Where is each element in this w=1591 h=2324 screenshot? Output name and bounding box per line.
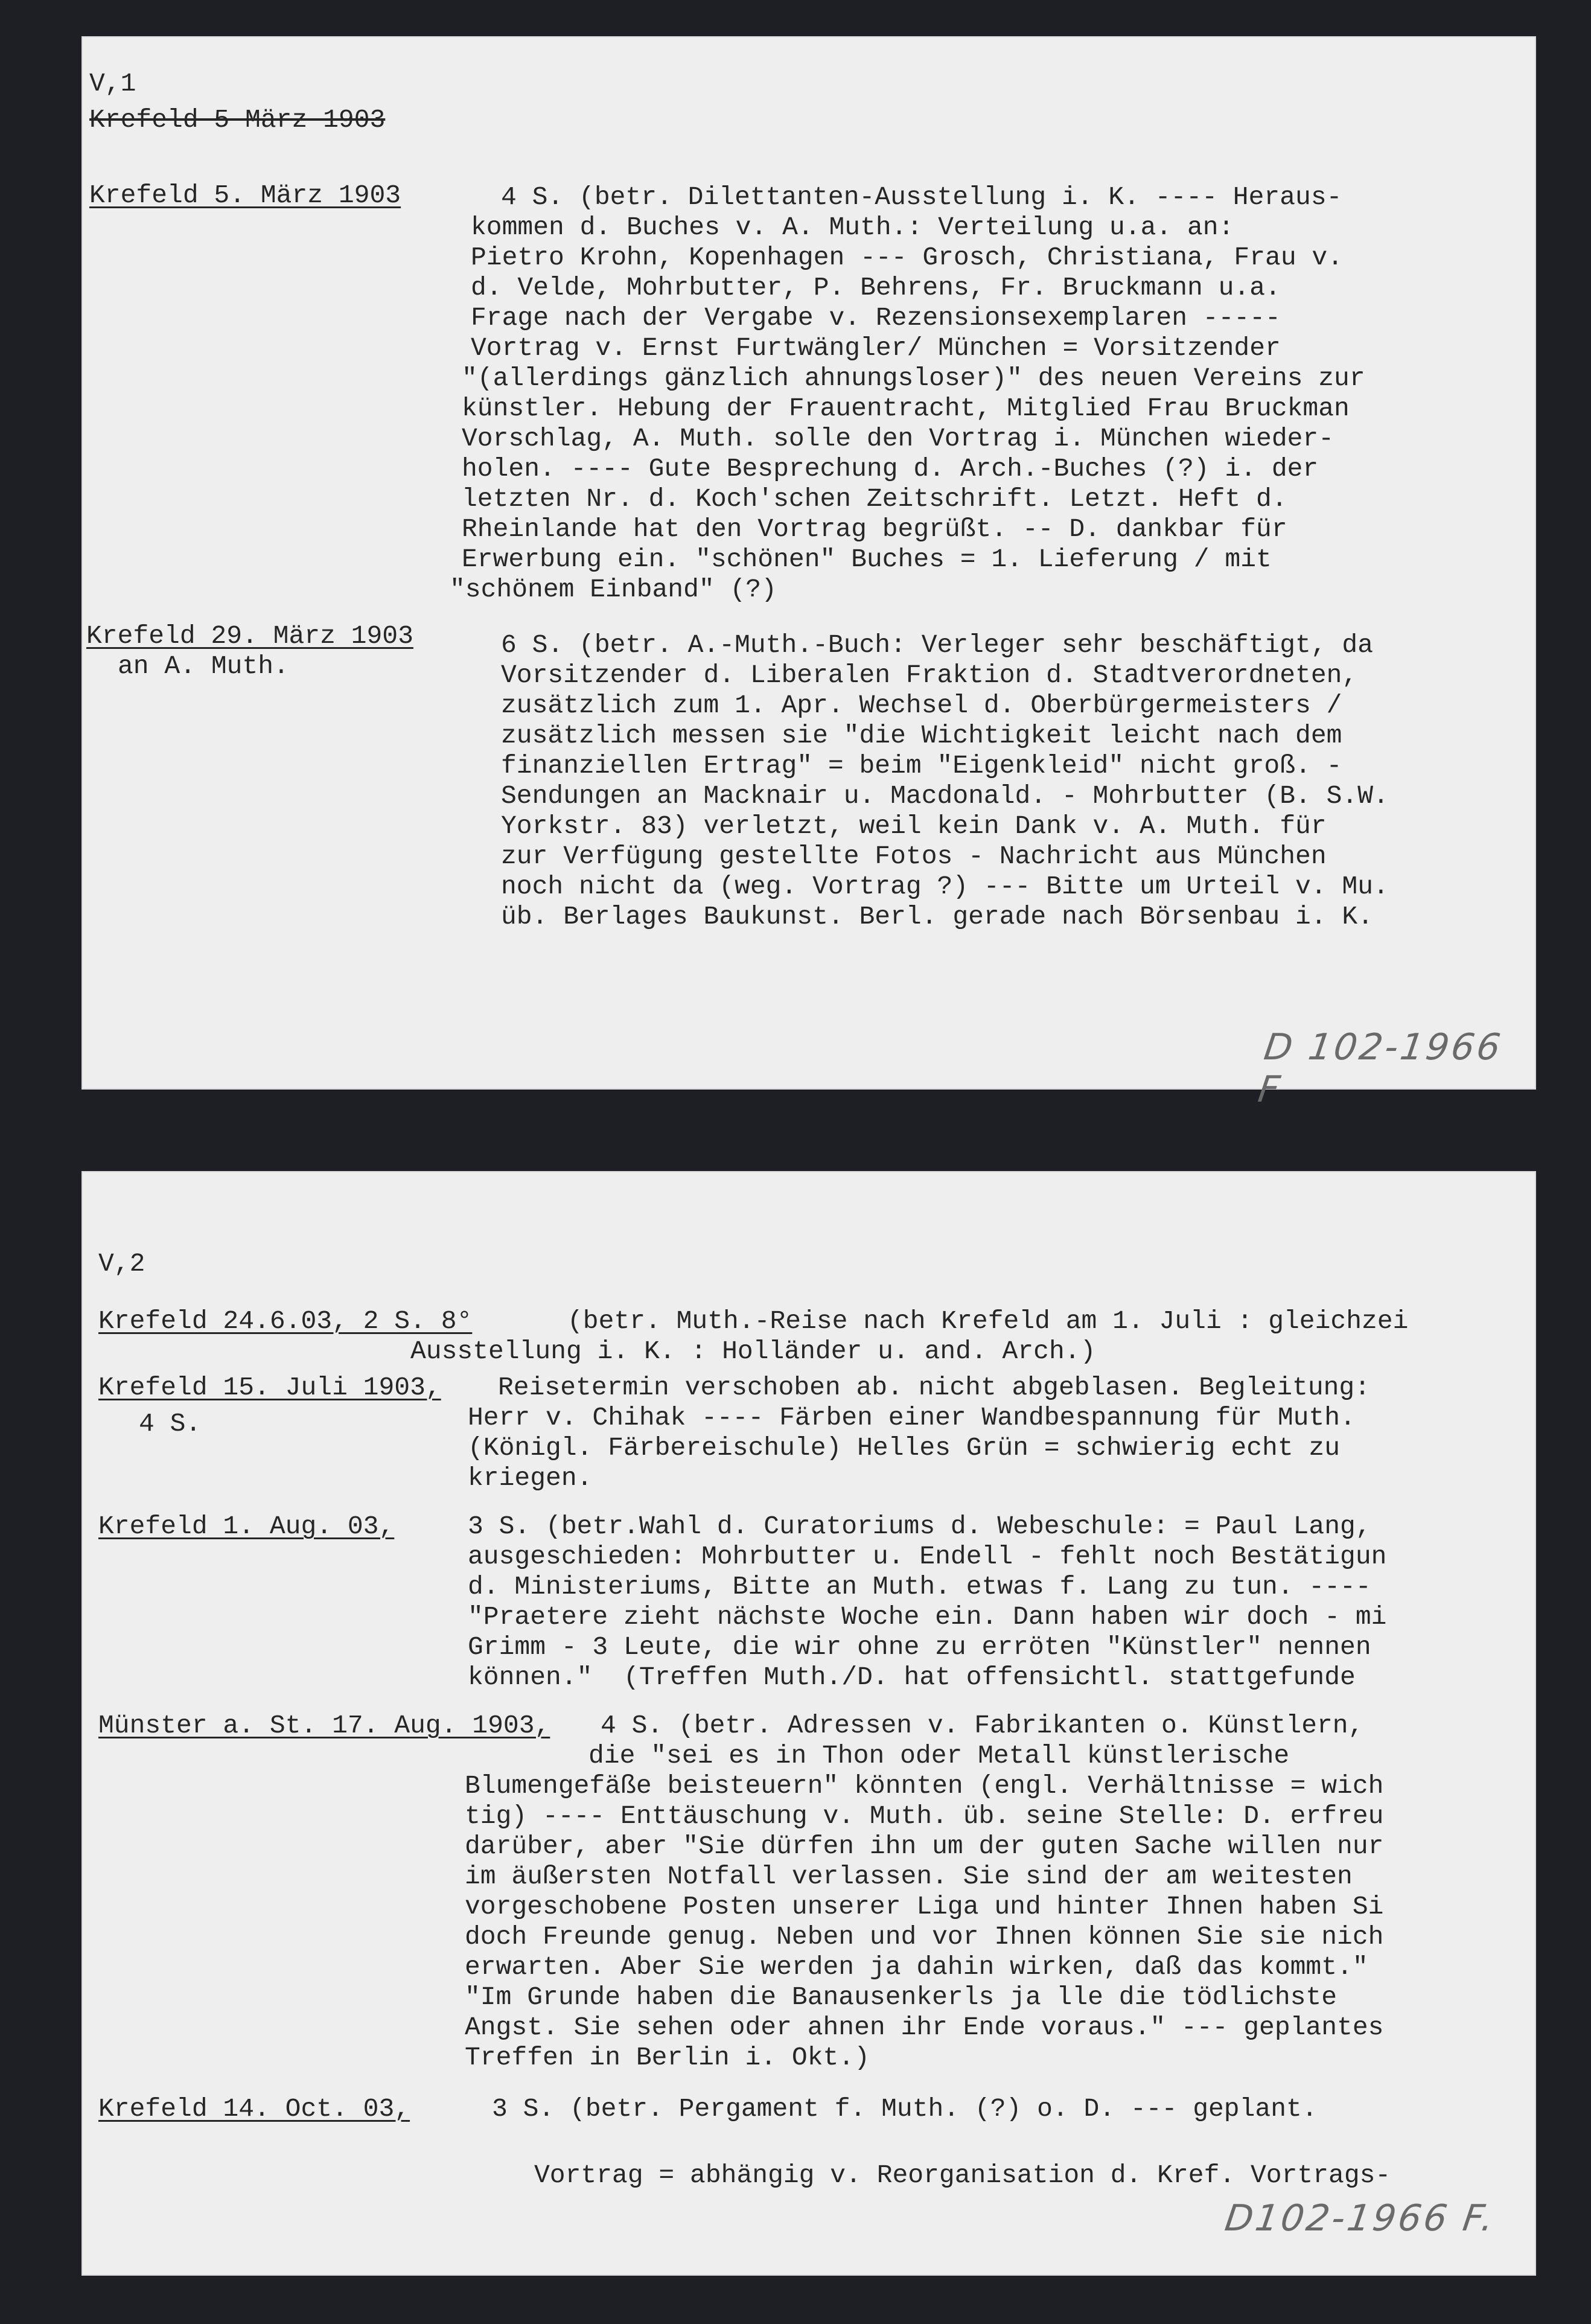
entry-line: Yorkstr. 83) verletzt, weil kein Dank v. A. Muth. für [501,811,1327,841]
entry-line: üb. Berlages Baukunst. Berl. gerade nach Börsenbau i. K. [501,902,1374,931]
entry-line: tig) ---- Enttäuschung v. Muth. üb. seine Stelle: D. erfreu [465,1801,1384,1831]
archive-signature: D 102-1966 F [1255,1026,1505,1111]
entry-line: noch nicht da (weg. Vortrag ?) --- Bitte um Urteil v. Mu. [501,872,1389,901]
entry-line: kommen d. Buches v. A. Muth.: Verteilung u.a. an: [471,212,1234,242]
index-card-2 [81,1171,1536,2276]
entry-line: kriegen. [468,1463,593,1493]
entry-heading: Krefeld 24.6.03, 2 S. 8° [98,1306,473,1336]
entry-line: ausgeschieden: Mohrbutter u. Endell - fehlt noch Bestätigun [468,1542,1387,1571]
card-number: V,1 [89,69,136,98]
entry-line: Grimm - 3 Leute, die wir ohne zu erröten "Künstler" nennen [468,1632,1371,1662]
entry-line: Blumengefäße beisteuern" könnten (engl. Verhältnisse = wich [465,1771,1384,1801]
struck-heading: Krefeld 5 März 1903 [89,105,386,135]
entry-line: Erwerbung ein. "schönen" Buches = 1. Lieferung / mit [462,544,1272,574]
entry-line: zur Verfügung gestellte Fotos - Nachricht aus München [501,841,1327,871]
entry-recipient: an A. Muth. [118,651,289,681]
entry-line: d. Ministeriums, Bitte an Muth. etwas f. Lang zu tun. ---- [468,1572,1371,1601]
entry-line: vorgeschobene Posten unserer Liga und hinter Ihnen haben Si [465,1892,1384,1921]
entry-line: Vortrag v. Ernst Furtwängler/ München = Vorsitzender [471,333,1281,363]
entry-line: darüber, aber "Sie dürfen ihn um der guten Sache willen nur [465,1831,1384,1861]
entry-line: Vorsitzender d. Liberalen Fraktion d. Stadtverordneten, [501,660,1358,690]
entry-line: finanziellen Ertrag" = beim "Eigenkleid" nicht groß. - [501,751,1342,781]
entry-heading: Krefeld 5. März 1903 [89,180,401,210]
entry-line: Vortrag = abhängig v. Reorganisation d. Kref. Vortrags- [534,2160,1391,2190]
entry-line: Rheinlande hat den Vortrag begrüßt. -- D. dankbar für [462,514,1287,544]
entry-line: (Königl. Färbereischule) Helles Grün = schwierig echt zu [468,1433,1341,1463]
entry-line: d. Velde, Mohrbutter, P. Behrens, Fr. Bruckmann u.a. [471,273,1281,302]
entry-line: Angst. Sie sehen oder ahnen ihr Ende voraus." --- geplantes [465,2013,1384,2042]
entry-line: "Im Grunde haben die Banausenkerls ja lle die tödlichste [465,1982,1338,2012]
entry-line: "Praetere zieht nächste Woche ein. Dann haben wir doch - mi [468,1602,1387,1632]
entry-line: Herr v. Chihak ---- Färben einer Wandbespannung für Muth. [468,1403,1356,1432]
entry-line: im äußersten Notfall verlassen. Sie sind der am weitesten [465,1862,1353,1891]
entry-line: doch Freunde genug. Neben und vor Ihnen können Sie sie nich [465,1922,1384,1952]
entry-heading: Krefeld 14. Oct. 03, [98,2094,410,2124]
entry-line: Vorschlag, A. Muth. solle den Vortrag i. München wieder- [462,424,1334,453]
entry-line: die "sei es in Thon oder Metall künstlerische [588,1741,1290,1770]
entry-size: 4 S. [139,1409,202,1438]
entry-heading: Krefeld 29. März 1903 [86,621,413,651]
entry-line: letzten Nr. d. Koch'schen Zeitschrift. Letzt. Heft d. [462,484,1287,514]
entry-line: Treffen in Berlin i. Okt.) [465,2043,870,2072]
entry-line: Frage nach der Vergabe v. Rezensionsexemplaren ----- [471,303,1281,333]
card-number: V,2 [98,1249,145,1279]
entry-line: zusätzlich zum 1. Apr. Wechsel d. Oberbürgermeisters / [501,691,1342,720]
entry-line: Reisetermin verschoben ab. nicht abgeblasen. Begleitung: [498,1373,1371,1402]
index-card-1 [81,36,1536,1111]
entry-line: (betr. Muth.-Reise nach Krefeld am 1. Juli : gleichzei [567,1306,1409,1336]
entry-line: 3 S. (betr. Pergament f. Muth. (?) o. D. --- geplant. [492,2094,1318,2124]
entry-line: 4 S. (betr. Adressen v. Fabrikanten o. Künstlern, [601,1711,1364,1740]
entry-line: Ausstellung i. K. : Holländer u. and. Arch.) [410,1336,1096,1366]
entry-heading: Krefeld 15. Juli 1903, [98,1373,441,1402]
entry-line: holen. ---- Gute Besprechung d. Arch.-Buches (?) i. der [462,454,1319,484]
entry-line: künstler. Hebung der Frauentracht, Mitglied Frau Bruckman [462,394,1350,423]
entry-line: zusätzlich messen sie "die Wichtigkeit leicht nach dem [501,721,1342,750]
entry-line: können." (Treffen Muth./D. hat offensichtl. stattgefunde [468,1662,1356,1692]
entry-line: Sendungen an Macknair u. Macdonald. - Mohrbutter (B. S.W. [501,781,1389,811]
archive-signature: D102-1966 F. [1222,2197,1499,2239]
entry-line: "schönem Einband" (?) [450,575,777,604]
entry-heading: Münster a. St. 17. Aug. 1903, [98,1711,550,1740]
entry-line: "(allerdings gänzlich ahnungsloser)" des neuen Vereins zur [462,363,1365,393]
entry-line: erwarten. Aber Sie werden ja dahin wirken, daß das kommt." [465,1952,1368,1982]
entry-line: Pietro Krohn, Kopenhagen --- Grosch, Christiana, Frau v. [471,243,1344,272]
entry-line: 4 S. (betr. Dilettanten-Ausstellung i. K. ---- Heraus- [501,182,1342,212]
entry-line: 3 S. (betr.Wahl d. Curatoriums d. Webeschule: = Paul Lang, [468,1512,1371,1541]
entry-heading: Krefeld 1. Aug. 03, [98,1512,395,1541]
entry-line: 6 S. (betr. A.-Muth.-Buch: Verleger sehr beschäftigt, da [501,630,1374,660]
